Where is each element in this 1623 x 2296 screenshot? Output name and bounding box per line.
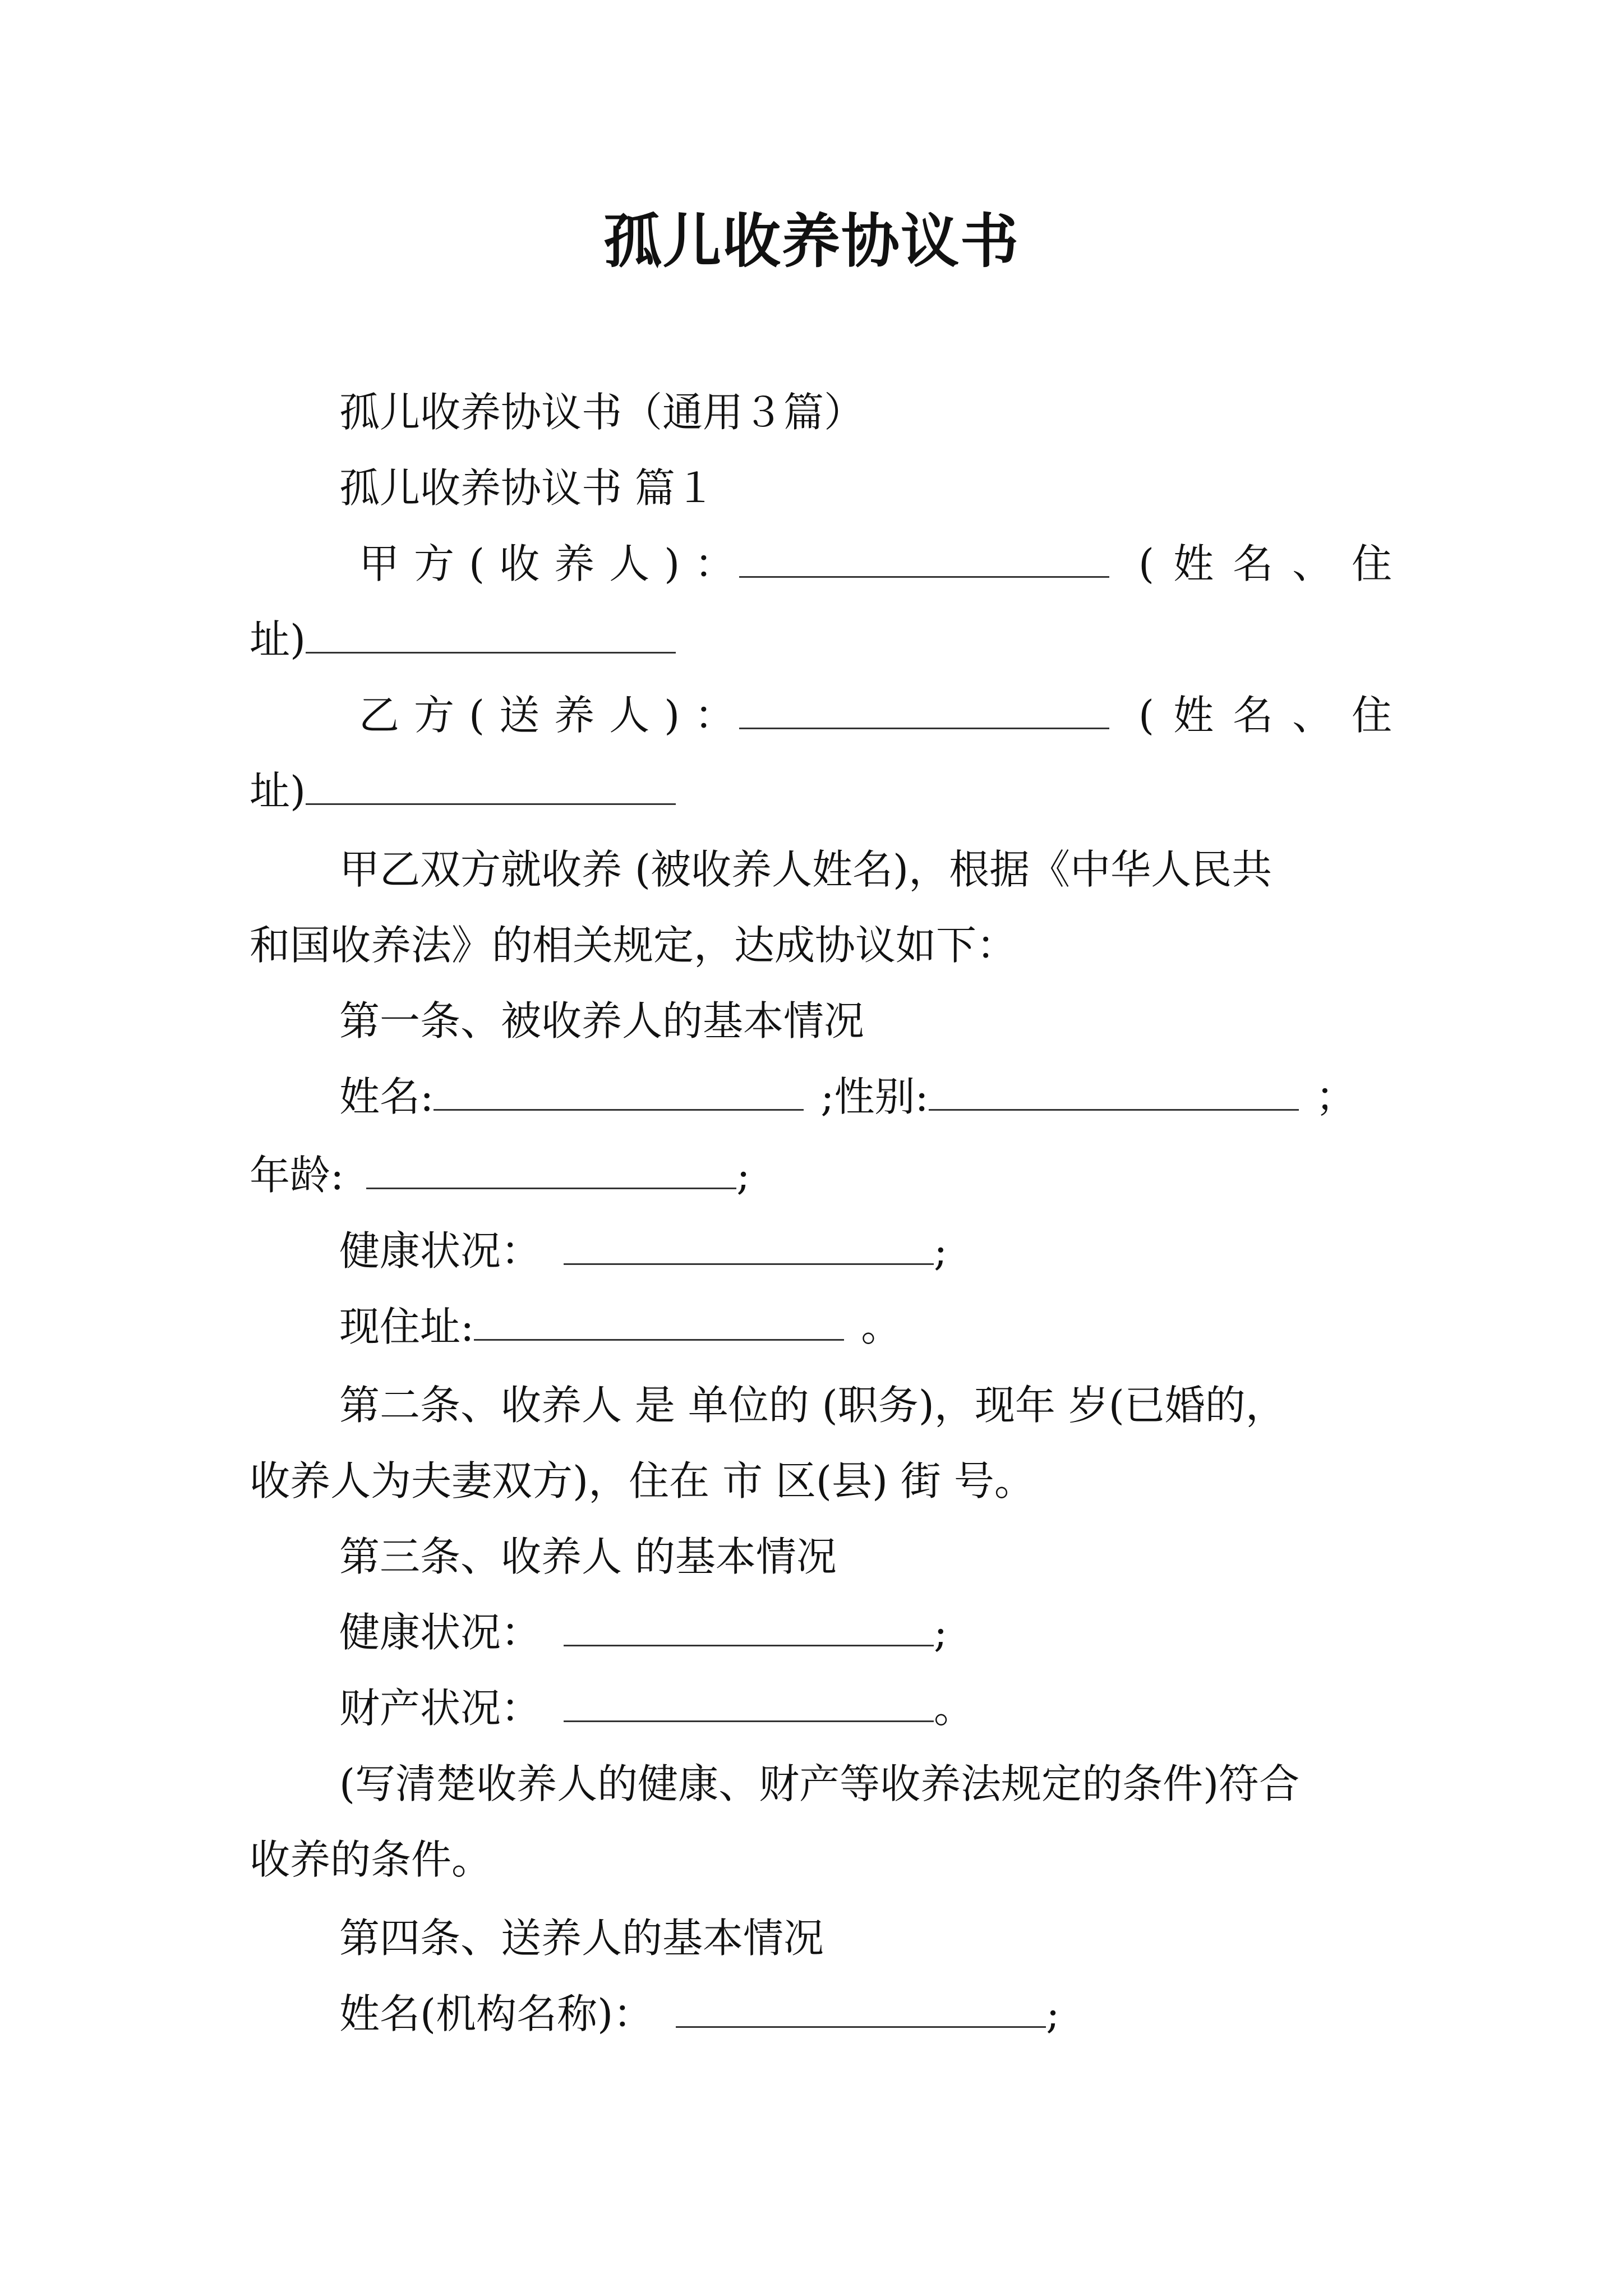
article3-note-line-1: (写清楚收养人的健康、财产等收养法规定的条件)符合 — [339, 1760, 1300, 1807]
party-b-cont-text: 址) — [250, 767, 306, 815]
row-end: ； — [1315, 1073, 1356, 1120]
address-label: 现住址: — [339, 1303, 474, 1350]
party-b-label: 乙方(送养人)： — [359, 692, 750, 739]
party-a-suffix: (姓名、住 — [1138, 540, 1412, 587]
article1-name-row — [339, 1066, 1356, 1128]
age-label: 年龄: — [250, 1152, 344, 1199]
article1-address-row — [339, 1296, 901, 1358]
blank-line — [474, 1300, 844, 1341]
blank-line — [366, 1148, 736, 1189]
article1-heading: 第一条、被收养人的基本情况 — [339, 997, 865, 1045]
party-a-continuation — [250, 609, 676, 670]
intro-line-1: 甲乙双方就收养 (被收养人姓名)，根据《中华人民共 — [339, 846, 1272, 893]
blank-line — [434, 1070, 804, 1111]
article1-age-row — [250, 1144, 750, 1206]
blank-line — [306, 764, 676, 805]
blank-line — [676, 1987, 1046, 2028]
blank-line — [564, 1605, 934, 1646]
org-name-end: ; — [1046, 1990, 1060, 2037]
health-label: 健康状况： — [339, 1609, 542, 1656]
article3-heading: 第三条、收养人 的基本情况 — [339, 1533, 837, 1580]
org-name-label: 姓名(机构名称)： — [339, 1990, 654, 2037]
blank-line — [739, 688, 1109, 729]
age-end: ; — [736, 1152, 750, 1199]
party-b-continuation — [250, 760, 676, 822]
article4-heading: 第四条、送养人的基本情况 — [339, 1915, 824, 1962]
intro-line-2: 和国收养法》的相关规定，达成协议如下： — [250, 922, 1017, 969]
article2-line-1: 第二条、收养人 是 单位的 (职务)，现年 岁(已婚的， — [339, 1382, 1286, 1429]
party-a-label: 甲方(收养人)： — [359, 540, 750, 587]
article1-health-row — [339, 1220, 947, 1282]
property-label: 财产状况： — [339, 1685, 542, 1732]
party-b-blank — [739, 684, 1109, 746]
article3-property-row — [339, 1677, 974, 1739]
health-end: ; — [934, 1609, 948, 1656]
name-label: 姓名: — [339, 1073, 434, 1120]
party-a-cont-text: 址) — [250, 616, 306, 663]
article3-health-row — [339, 1602, 947, 1663]
blank-line — [306, 613, 676, 654]
document-title: 孤儿收养协议书 — [603, 207, 1020, 275]
blank-line — [929, 1070, 1299, 1111]
property-end: 。 — [934, 1685, 975, 1732]
gender-label: ;性别: — [820, 1073, 929, 1120]
article4-name-row — [339, 1983, 1059, 2045]
blank-line — [564, 1681, 934, 1722]
blank-line — [564, 1224, 934, 1265]
subtitle: 孤儿收养协议书（通用３篇） — [339, 389, 865, 436]
health-label: 健康状况： — [339, 1227, 542, 1274]
section-heading: 孤儿收养协议书 篇１ — [339, 464, 716, 512]
health-end: ; — [934, 1227, 948, 1274]
party-b-suffix: (姓名、住 — [1138, 692, 1412, 739]
address-end: 。 — [861, 1303, 902, 1350]
party-a-blank — [739, 533, 1109, 595]
article3-note-line-2: 收养的条件。 — [250, 1836, 492, 1883]
article2-line-2: 收养人为夫妻双方)，住在 市 区(县) 街 号。 — [250, 1457, 1035, 1504]
blank-line — [739, 537, 1109, 578]
